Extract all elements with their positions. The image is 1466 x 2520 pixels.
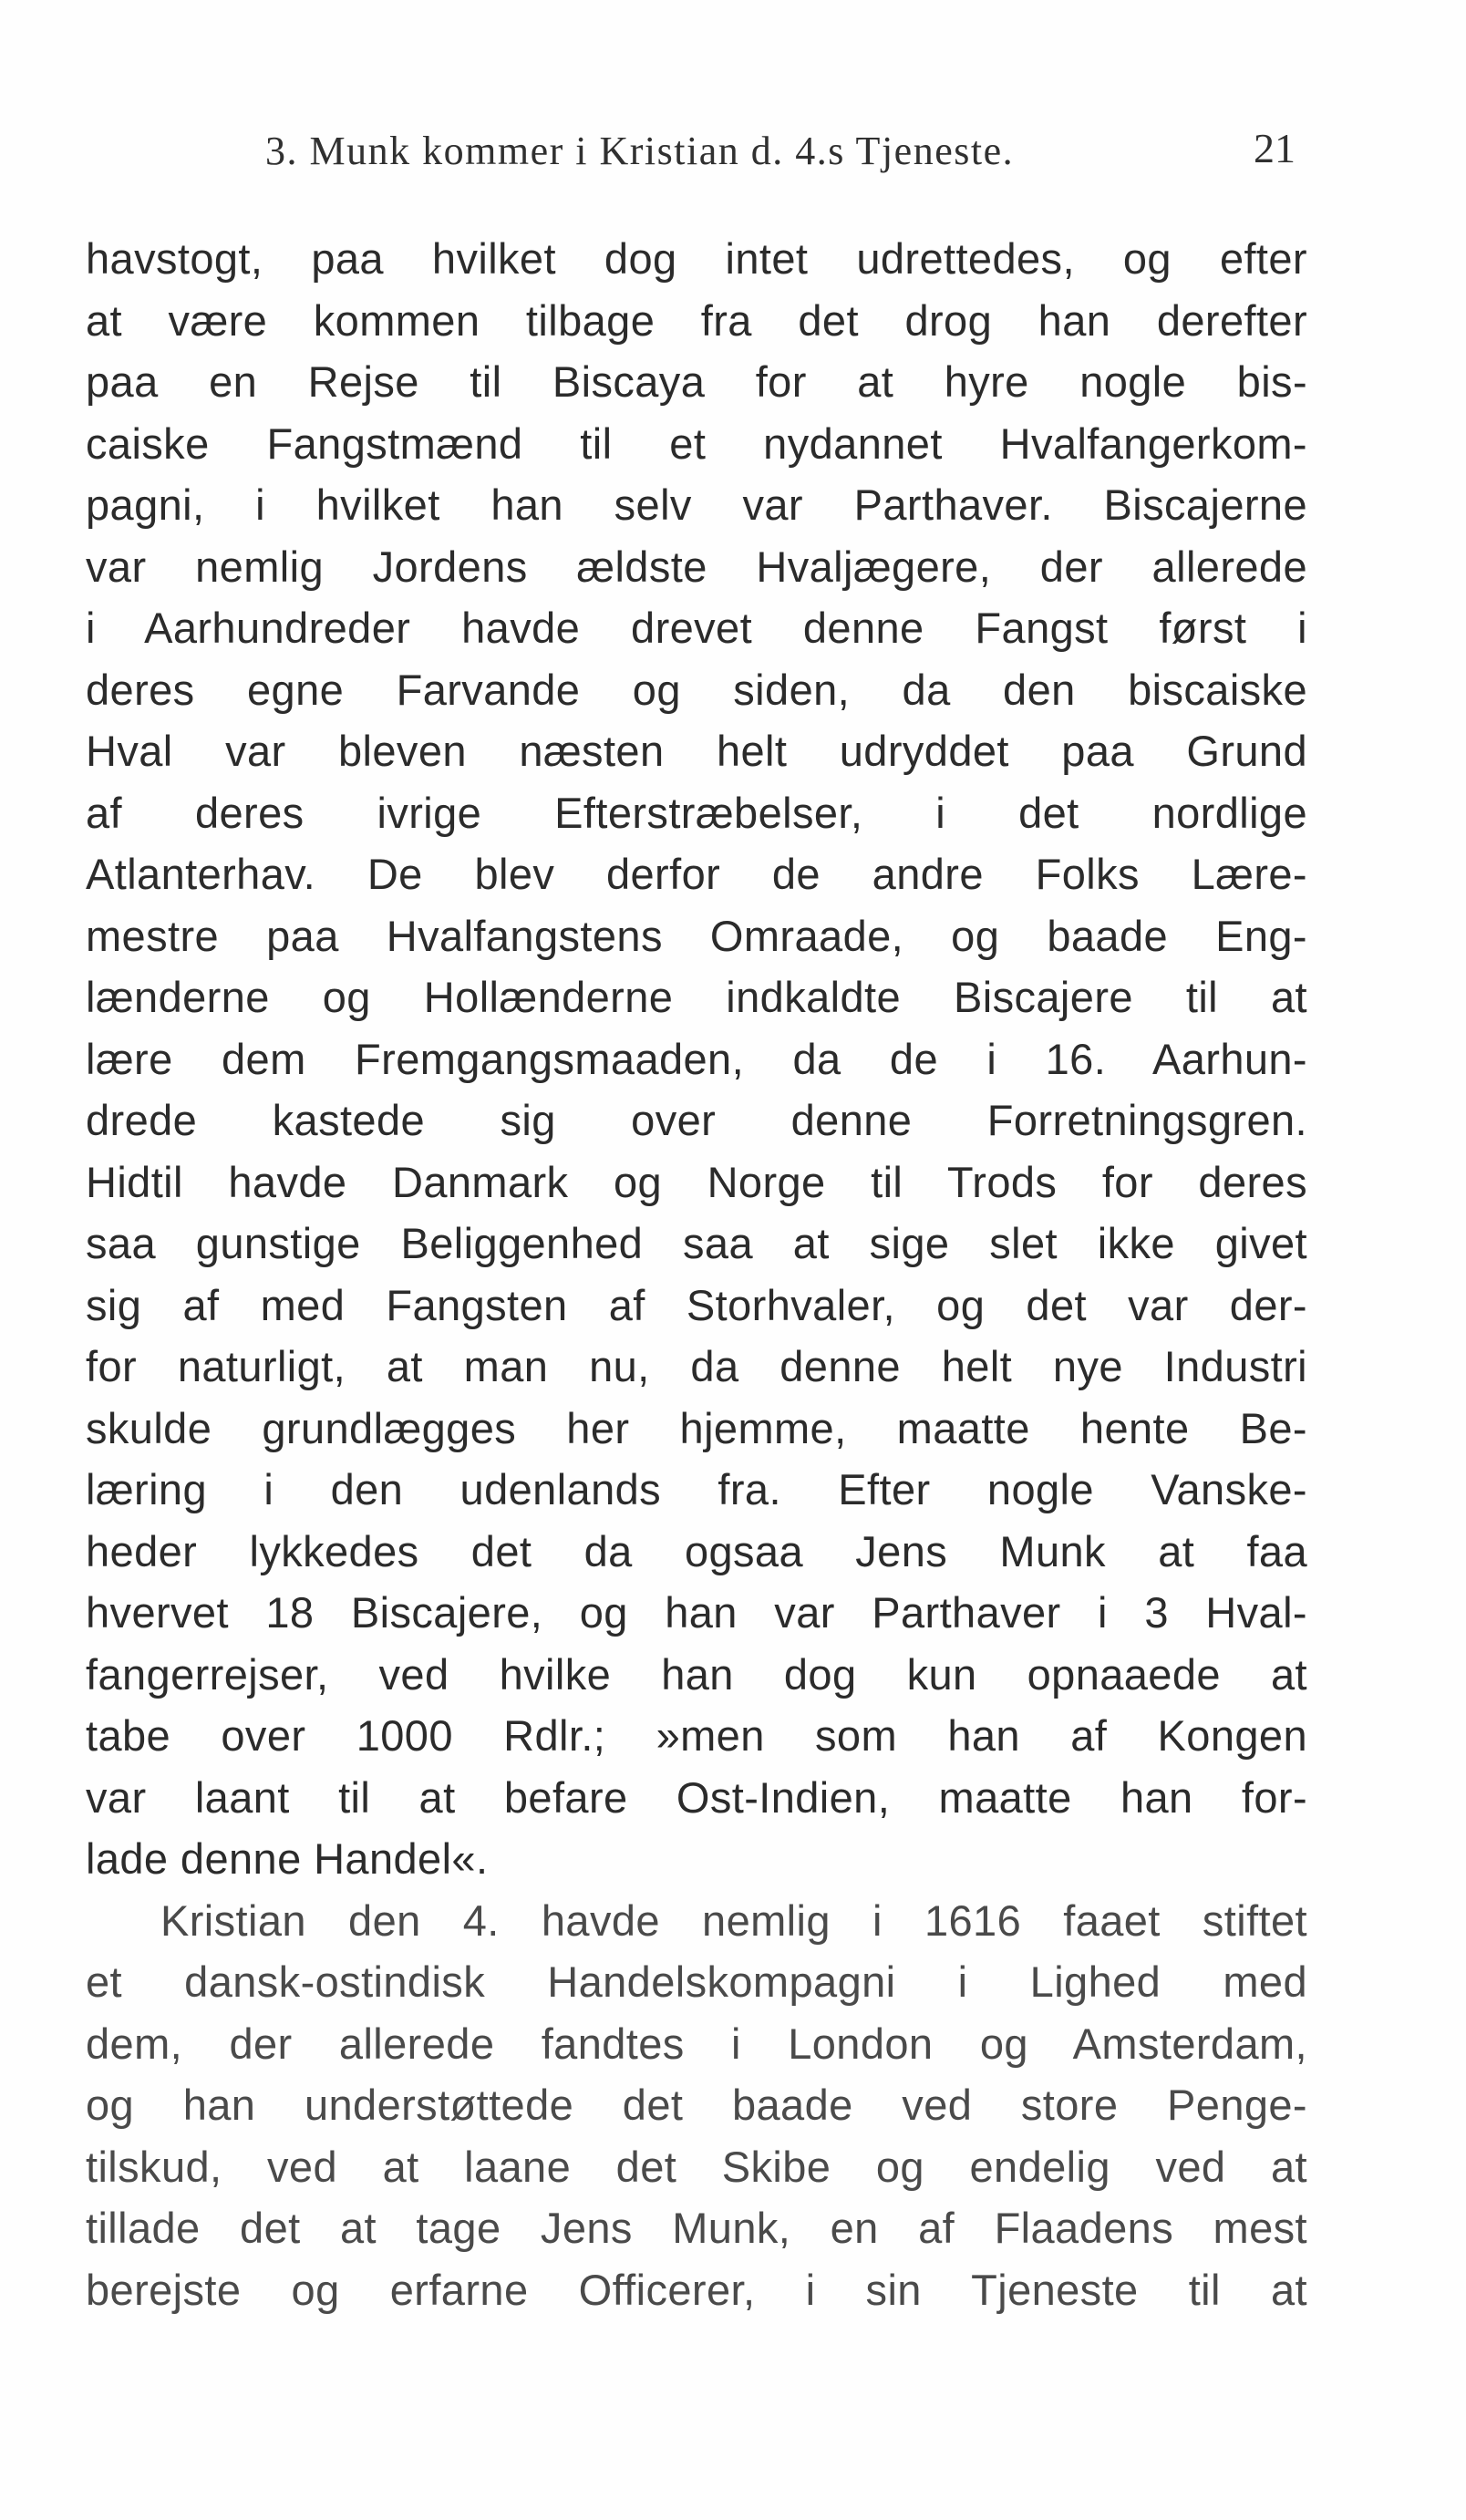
text-line: var nemlig Jordens ældste Hvaljægere, der allerede	[86, 542, 1307, 591]
body-text	[86, 228, 1307, 2320]
page-number: 21	[1254, 125, 1296, 171]
text-line: saa gunstige Beliggenhed saa at sige slet ikke givet	[86, 1219, 1307, 1267]
text-line: paa en Rejse til Biscaya for at hyre nogle bis-	[86, 357, 1307, 406]
text-line: tabe over 1000 Rdlr.; »men som han af Kongen	[86, 1711, 1307, 1760]
text-line: lænderne og Hollænderne indkaldte Biscajere til at	[86, 973, 1307, 1021]
text-line: læring i den udenlands fra. Efter nogle Vanske-	[86, 1465, 1307, 1513]
text-line: i Aarhundreder havde drevet denne Fangst først i	[86, 604, 1307, 652]
text-line: og han understøttede det baade ved store Penge-	[86, 2081, 1307, 2129]
text-line: for naturligt, at man nu, da denne helt nye Industri	[86, 1342, 1307, 1390]
text-line: af deres ivrige Efterstræbelser, i det nordlige	[86, 788, 1307, 837]
text-line: tillade det at tage Jens Munk, en af Flaadens mest	[86, 2204, 1307, 2252]
paragraph-end-line: lade denne Handel«.	[86, 1834, 489, 1883]
text-line: skulde grundlægges her hjemme, maatte hente Be-	[86, 1403, 1307, 1452]
text-line: berejste og erfarne Officerer, i sin Tjeneste til at	[86, 2265, 1307, 2314]
text-line: mestre paa Hvalfangstens Omraade, og baade Eng-	[86, 911, 1307, 960]
text-line: dem, der allerede fandtes i London og Amsterdam,	[86, 2019, 1307, 2068]
paragraph-start-line: Kristian den 4. havde nemlig i 1616 faaet stiftet	[160, 1895, 1307, 1945]
text-line: hvervet 18 Biscajere, og han var Parthaver i 3 Hval-	[86, 1588, 1307, 1637]
text-line: at være kommen tilbage fra det drog han derefter	[86, 295, 1307, 345]
text-line: pagni, i hvilket han selv var Parthaver. Biscajerne	[86, 480, 1307, 529]
text-line: Hval var bleven næsten helt udryddet paa Grund	[86, 727, 1307, 775]
text-line: fangerrejser, ved hvilke han dog kun opnaaede at	[86, 1649, 1307, 1699]
text-line: deres egne Farvande og siden, da den biscaiske	[86, 665, 1307, 714]
text-line: heder lykkedes det da ogsaa Jens Munk at faa	[86, 1526, 1307, 1575]
text-line: var laant til at befare Ost-Indien, maatte han for-	[86, 1772, 1307, 1822]
text-line: et dansk-ostindisk Handelskompagni i Lighed med	[86, 1957, 1307, 2006]
text-line: caiske Fangstmænd til et nydannet Hvalfangerkom-	[86, 418, 1307, 468]
text-line: tilskud, ved at laane det Skibe og endelig ved at	[86, 2142, 1307, 2191]
text-line: lære dem Fremgangsmaaden, da de i 16. Aarhun-	[86, 1034, 1307, 1083]
text-line: havstogt, paa hvilket dog intet udrettedes, og efter	[86, 234, 1307, 283]
text-line: sig af med Fangsten af Storhvaler, og det var der-	[86, 1280, 1307, 1329]
text-line: Atlanterhav. De blev derfor de andre Folks Lære-	[86, 850, 1307, 898]
text-line: drede kastede sig over denne Forretningsgren.	[86, 1096, 1307, 1144]
running-title: 3. Munk kommer i Kristian d. 4.s Tjeneste.	[265, 129, 1015, 173]
running-head	[265, 125, 1296, 182]
text-line: Hidtil havde Danmark og Norge til Trods for deres	[86, 1157, 1307, 1206]
